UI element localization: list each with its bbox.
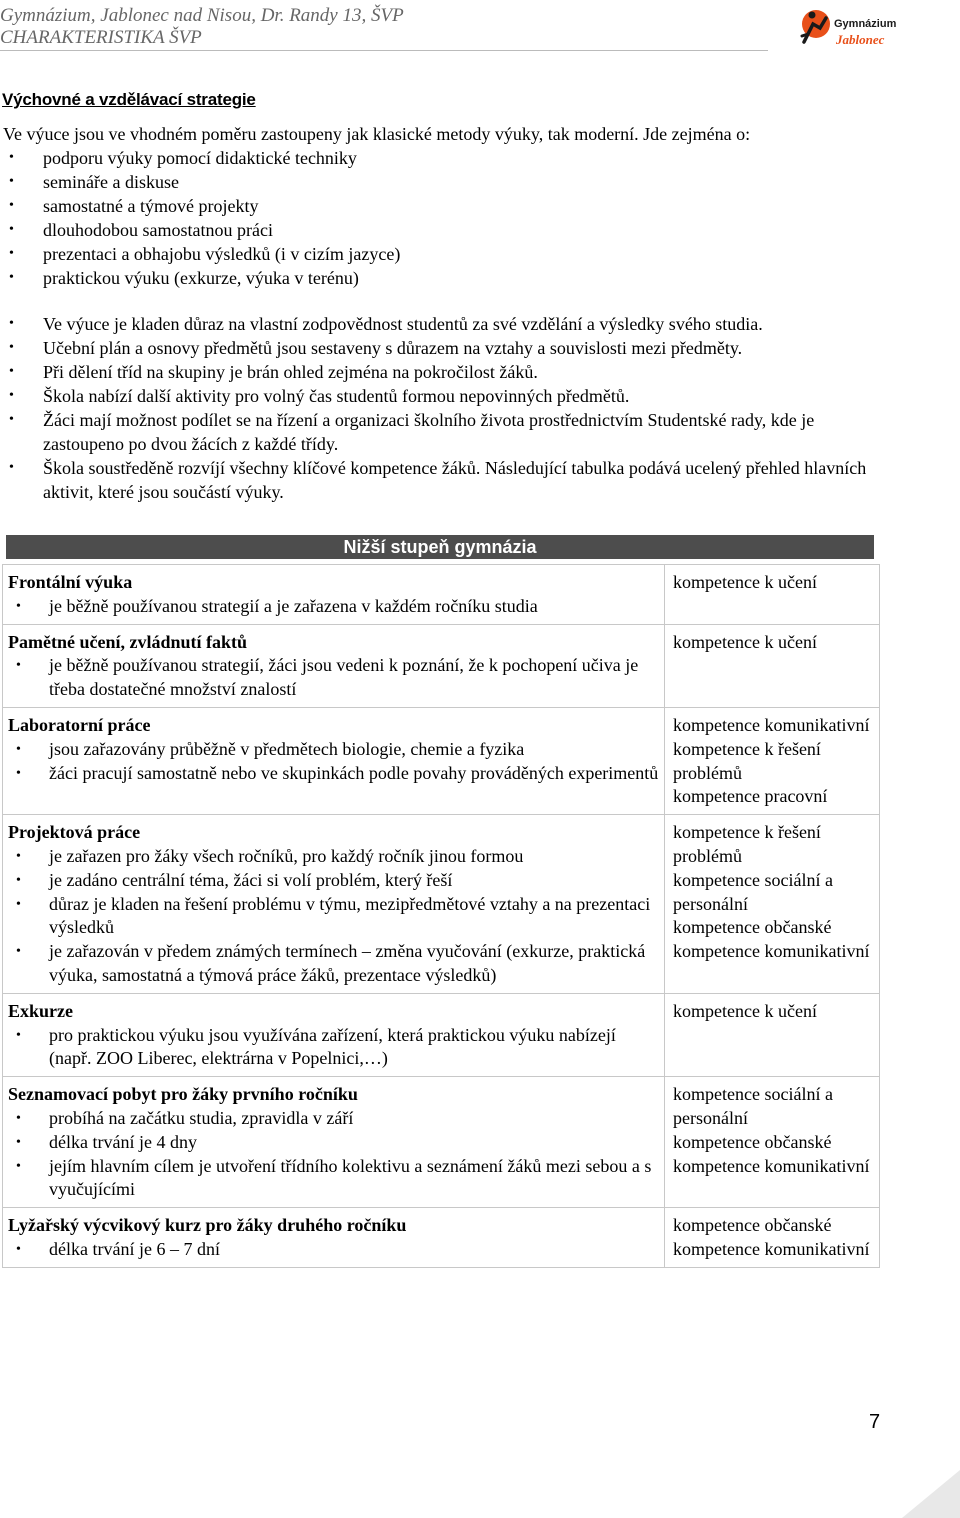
strategy-title: Lyžařský výcvikový kurz pro žáky druhého ročníku — [8, 1215, 407, 1236]
list-item: • Při dělení tříd na skupiny je brán ohled zejména na pokročilost žáků. — [9, 362, 538, 382]
table-row — [3, 565, 880, 625]
page-corner-decoration — [902, 1470, 960, 1518]
list-item: • praktickou výuku (exkurze, výuka v terénu) — [9, 268, 359, 288]
table-row — [3, 624, 880, 707]
table-row — [3, 993, 880, 1076]
bullet-icon: • — [9, 270, 14, 285]
list-item: • samostatné a týmové projekty — [9, 196, 259, 216]
bullet-icon: • — [16, 598, 21, 614]
logo-text-top: Gymnázium — [834, 18, 897, 30]
bullet-icon: • — [16, 741, 21, 757]
header-school: Gymnázium, Jablonec nad Nisou, Dr. Randy 13, ŠVP — [0, 5, 404, 26]
list-item: • podporu výuky pomocí didaktické techniky — [9, 148, 357, 168]
competence-label: kompetence komunikativní — [673, 1155, 870, 1176]
table-row — [3, 1208, 880, 1268]
strategy-item: • je zadáno centrální téma, žáci si volí problém, který řeší — [8, 869, 660, 893]
bullet-icon: • — [9, 222, 14, 237]
competence-label: kompetence sociální a personální — [673, 869, 833, 914]
strategy-item: • probíhá na začátku studia, zpravidla v září — [8, 1107, 660, 1131]
strategy-item: • je zařazen pro žáky všech ročníků, pro každý ročník jinou formou — [8, 845, 660, 869]
strategy-item: • jsou zařazovány průběžně v předmětech biologie, chemie a fyzika — [8, 738, 660, 762]
bullet-icon: • — [16, 1134, 21, 1150]
logo-text-bottom: Jablonec — [836, 32, 885, 47]
bullet-icon: • — [9, 364, 14, 379]
bullet-icon: • — [9, 198, 14, 213]
strategy-cell — [3, 565, 665, 625]
competence-cell — [665, 1208, 880, 1268]
strategy-cell — [3, 707, 665, 814]
competence-label: kompetence k učení — [673, 1000, 817, 1021]
bullet-icon: • — [9, 246, 14, 261]
competence-cell — [665, 624, 880, 707]
strategy-title: Frontální výuka — [8, 572, 133, 592]
strategy-item: • je zařazován v předem známých termínech – změna vyučování (exkurze, praktická výuka, samostatná a týmová práce žáků, prezentace výsledků) — [16, 941, 646, 985]
bullet-icon: • — [16, 848, 21, 864]
list-item: • Žáci mají možnost podílet se na řízení a organizaci školního života prostřednictvím Studentské rady, kde je zastoupeno po dvou žácích z každé třídy. — [9, 410, 815, 454]
competence-label: kompetence komunikativní — [673, 941, 870, 962]
list-item: • Škola soustředěně rozvíjí všechny klíčové kompetence žáků. Následující tabulka podává ucelený přehled hlavních aktivit, které jsou součástí výuky. — [9, 458, 867, 502]
competence-label: kompetence k učení — [673, 631, 817, 652]
bullet-icon: • — [9, 316, 14, 331]
strategy-title: Exkurze — [8, 1000, 73, 1021]
bullet-icon: • — [16, 765, 21, 781]
competence-label: kompetence sociální a personální — [673, 1084, 833, 1128]
competence-label: kompetence občanské — [673, 917, 832, 938]
school-logo — [796, 4, 897, 52]
list-item: • Škola nabízí další aktivity pro volný čas studentů formou nepovinných předmětů. — [9, 386, 630, 406]
strategy-item: • délka trvání je 4 dny — [8, 1131, 660, 1155]
table-row — [3, 1077, 880, 1208]
strategy-title: Seznamovací pobyt pro žáky prvního ročníku — [8, 1084, 358, 1105]
competence-label: kompetence k řešení problémů — [673, 738, 821, 783]
methods-list — [0, 146, 400, 290]
bullet-icon: • — [16, 1158, 21, 1174]
strategy-item: • je běžně používanou strategií a je zařazena v každém ročníku studia — [8, 595, 660, 619]
table-row — [3, 815, 880, 994]
competence-label: kompetence k učení — [673, 572, 817, 592]
strategy-title: Projektová práce — [8, 822, 141, 843]
bullet-icon: • — [9, 150, 14, 165]
list-item: • prezentaci a obhajobu výsledků (i v cizím jazyce) — [9, 244, 401, 264]
list-item: • Učební plán a osnovy předmětů jsou sestaveny s důrazem na vztahy a souvislosti mezi předměty. — [9, 338, 743, 358]
strategy-title: Pamětné učení, zvládnutí faktů — [8, 631, 248, 652]
page-header — [0, 0, 768, 49]
bullet-icon: • — [16, 1241, 21, 1257]
strategy-cell — [3, 1208, 665, 1268]
competence-label: kompetence občanské — [673, 1131, 832, 1152]
strategy-item: • důraz je kladen na řešení problému v týmu, mezipředmětové vztahy a na prezentaci výsledků — [16, 893, 651, 938]
bullet-icon: • — [9, 174, 14, 189]
header-section: CHARAKTERISTIKA ŠVP — [0, 27, 202, 48]
competence-label: kompetence komunikativní — [673, 714, 870, 735]
strategy-item: • délka trvání je 6 – 7 dní — [8, 1238, 660, 1262]
strategy-cell — [3, 993, 665, 1076]
list-item: • semináře a diskuse — [9, 172, 179, 192]
bullet-icon: • — [16, 944, 21, 960]
bullet-icon: • — [9, 460, 14, 475]
strategy-cell — [3, 1077, 665, 1208]
strategy-item: • pro praktickou výuku jsou využívána zařízení, která praktickou výuku nabízejí (např. ZOO Liberec, elektrárna v Popelnici,…) — [16, 1024, 616, 1069]
principles-list — [0, 312, 890, 504]
competence-label: kompetence občanské — [673, 1215, 832, 1236]
strategies-table — [2, 564, 880, 1268]
table-row — [3, 707, 880, 814]
bullet-icon: • — [16, 658, 21, 674]
strategy-cell — [3, 815, 665, 994]
strategy-item: • žáci pracují samostatně nebo ve skupinkách podle povahy prováděných experimentů — [8, 762, 660, 786]
competence-cell — [665, 1077, 880, 1208]
header-rule — [0, 50, 768, 51]
page-number: 7 — [869, 1411, 881, 1433]
strategy-item: • jejím hlavním cílem je utvoření třídního kolektivu a seznámení žáků mezi sebou a s vyučujícími — [16, 1155, 652, 1200]
competence-label: kompetence k řešení problémů — [673, 822, 821, 866]
competence-cell — [665, 707, 880, 814]
section-title: Výchovné a vzdělávací strategie — [2, 90, 256, 109]
competence-label: kompetence komunikativní — [673, 1238, 870, 1259]
strategy-item: • je běžně používanou strategií, žáci jsou vedeni k poznání, že k pochopení učiva je třeba dostatečné množství znalostí — [16, 655, 639, 700]
strategy-cell — [3, 624, 665, 707]
competence-cell — [665, 993, 880, 1076]
table-title: Nižší stupeň gymnázia — [343, 537, 537, 557]
competence-cell — [665, 815, 880, 994]
competence-label: kompetence pracovní — [673, 786, 828, 807]
bullet-icon: • — [16, 896, 21, 912]
intro-text: Ve výuce jsou ve vhodném poměru zastoupeny jak klasické metody výuky, tak moderní. Jde zejména o: — [3, 124, 751, 144]
bullet-icon: • — [16, 1110, 21, 1126]
bullet-icon: • — [16, 1027, 21, 1043]
bullet-icon: • — [9, 388, 14, 403]
bullet-icon: • — [9, 412, 14, 427]
list-item: • dlouhodobou samostatnou práci — [9, 220, 273, 240]
bullet-icon: • — [9, 340, 14, 355]
bullet-icon: • — [16, 872, 21, 888]
competence-cell — [665, 565, 880, 625]
strategy-title: Laboratorní práce — [8, 714, 151, 735]
table-title-bar — [6, 535, 874, 559]
list-item: • Ve výuce je kladen důraz na vlastní zodpovědnost studentů za své vzdělání a výsledky svého studia. — [9, 314, 763, 334]
